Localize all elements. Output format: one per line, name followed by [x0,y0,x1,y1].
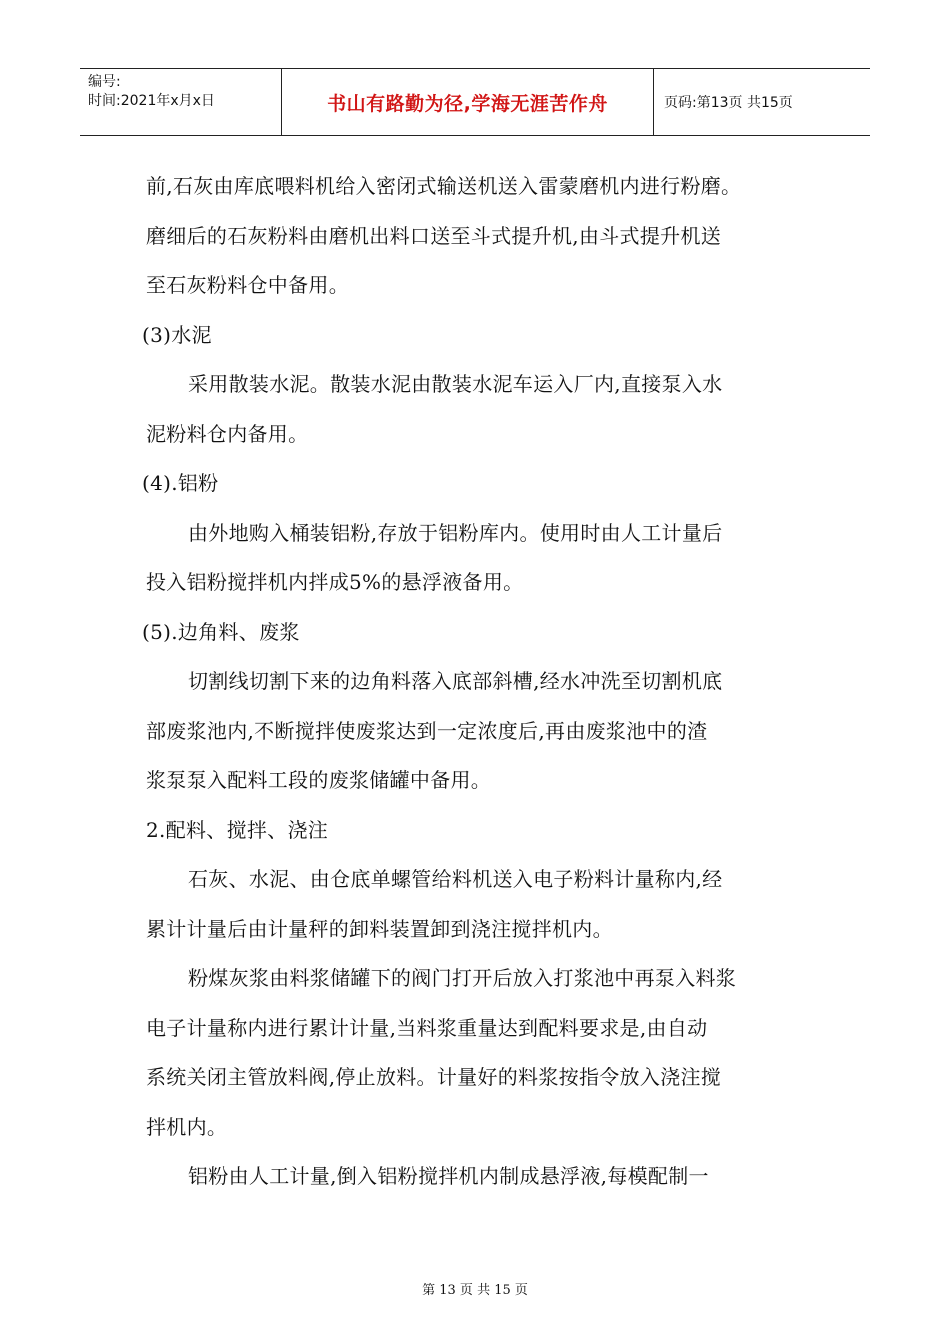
body-line: 系统关闭主管放料阀,停止放料。计量好的料浆按指令放入浇注搅 [146,1065,722,1089]
header-page-cell [654,69,870,135]
body-line: 切割线切割下来的边角料落入底部斜槽,经水冲洗至切割机底 [188,669,723,693]
header-motto: 书山有路勤为径,学海无涯苦作舟 [327,92,608,115]
document-date-label: 时间:2021年x月x日 [88,93,215,109]
body-line: 采用散装水泥。散装水泥由散装水泥车运入厂内,直接泵入水 [188,372,723,396]
section-heading-scrap-slurry: (5).边角料、废浆 [142,619,300,644]
body-line: 铝粉由人工计量,倒入铝粉搅拌机内制成悬浮液,每模配制一 [188,1164,709,1188]
body-line: 部废浆池内,不断搅拌使废浆达到一定浓度后,再由废浆池中的渣 [146,718,708,743]
document-body [142,162,806,1202]
document-header [80,68,870,136]
section-heading-aluminum-powder: (4).铝粉 [142,471,219,495]
body-line: 石灰、水泥、由仓底单螺管给料机送入电子粉料计量称内,经 [188,867,723,891]
header-page-info: 页码:第13页 共15页 [664,95,793,111]
body-line: 浆泵泵入配料工段的废浆储罐中备用。 [146,768,492,792]
body-line: 磨细后的石灰粉料由磨机出料口送至斗式提升机,由斗式提升机送 [146,223,722,248]
footer-page-number: 第 13 页 共 15 页 [422,1283,528,1298]
header-motto-cell [282,69,654,135]
body-line: 泥粉料仓内备用。 [146,421,309,446]
body-line: 电子计量称内进行累计计量,当料浆重量达到配料要求是,由自动 [146,1015,708,1040]
document-number-label: 编号: [88,74,121,90]
body-line: 至石灰粉料仓中备用。 [146,273,349,297]
body-line: 粉煤灰浆由料浆储罐下的阀门打开后放入打浆池中再泵入料浆 [188,966,737,990]
section-heading-cement: (3)水泥 [142,322,212,347]
body-line: 由外地购入桶装铝粉,存放于铝粉库内。使用时由人工计量后 [188,520,723,545]
body-line: 累计计量后由计量秤的卸料装置卸到浇注搅拌机内。 [146,916,613,941]
header-info-cell [80,69,282,135]
body-line: 投入铝粉搅拌机内拌成5%的悬浮液备用。 [146,570,524,594]
section-heading-batching: 2.配料、搅拌、浇注 [146,817,329,842]
body-line: 拌机内。 [146,1114,228,1139]
body-line: 前,石灰由库底喂料机给入密闭式输送机送入雷蒙磨机内进行粉磨。 [146,174,742,198]
page-footer [0,1279,950,1298]
